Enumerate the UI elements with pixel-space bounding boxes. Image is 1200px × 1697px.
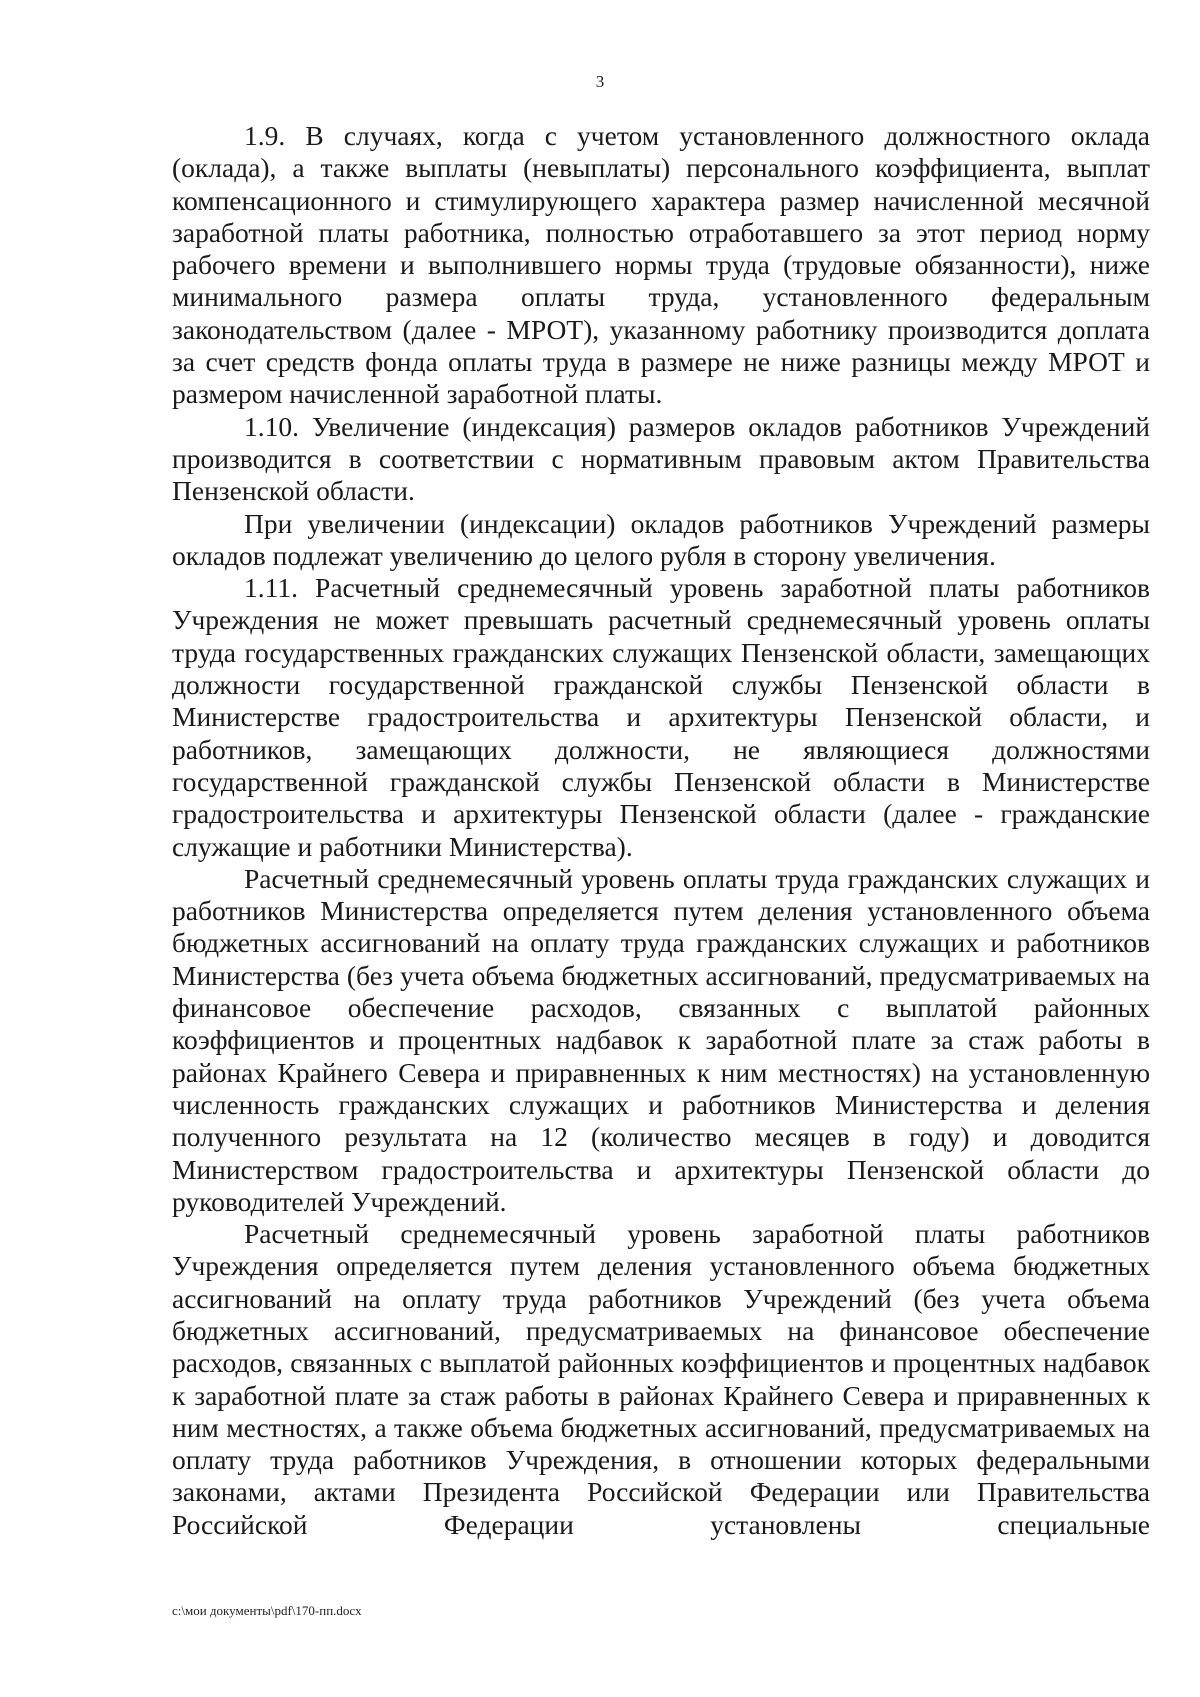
paragraph-1-11: 1.11. Расчетный среднемесячный уровень заработной платы работников Учреждения не может превышать расчетный среднемесячный уровень оплаты труда государственных гражданских служащих Пензенской области, замещающих должности государственной гражданской службы Пензенской области в Министерстве градостроительства и архитектуры Пензенской области, и работников, замещающих должности, не являющиеся должностями государственной гражданской службы Пензенской области в Министерстве градостроительства и архитектуры Пензенской области (далее - гражданские служащие и работники Министерства).	[172, 572, 1150, 862]
paragraph-institution-salary-level: Расчетный среднемесячный уровень заработной платы работников Учреждения определяется путем деления установленного объема бюджетных ассигнований на оплату труда работников Учреждений (без учета объема бюджетных ассигнований, предусматриваемых на финансовое обеспечение расходов, связанных с выплатой районных коэффициентов и процентных надбавок к заработной плате за стаж работы в районах Крайнего Севера и приравненных к ним местностях, а также объема бюджетных ассигнований, предусматриваемых на оплату труда работников Учреждения, в отношении которых федеральными законами, актами Президента Российской Федерации или Правительства Российской Федерации установлены специальные	[172, 1218, 1150, 1540]
paragraph-1-10: 1.10. Увеличение (индексация) размеров окладов работников Учреждений производится в соответствии с нормативным правовым актом Правительства Пензенской области.	[172, 410, 1150, 507]
paragraph-1-9: 1.9. В случаях, когда с учетом установленного должностного оклада (оклада), а также выплаты (невыплаты) персонального коэффициента, выплат компенсационного и стимулирующего характера размер начисленной месячной заработной платы работника, полностью отработавшего за этот период норму рабочего времени и выполнившего нормы труда (трудовые обязанности), ниже минимального размера оплаты труда, установленного федеральным законодательством (далее - МРОТ), указанному работнику производится доплата за счет средств фонда оплаты труда в размере не ниже разницы между МРОТ и размером начисленной заработной платы.	[172, 120, 1150, 410]
document-body	[172, 120, 1150, 1541]
footer-file-path: c:\мои документы\pdf\170-пп.docx	[172, 1603, 362, 1618]
paragraph-indexation: При увеличении (индексации) окладов работников Учреждений размеры окладов подлежат увеличению до целого рубля в сторону увеличения.	[172, 507, 1150, 571]
paragraph-ministry-salary-level: Расчетный среднемесячный уровень оплаты труда гражданских служащих и работников Министерства определяется путем деления установленного объема бюджетных ассигнований на оплату труда гражданских служащих и работников Министерства (без учета объема бюджетных ассигнований, предусматриваемых на финансовое обеспечение расходов, связанных с выплатой районных коэффициентов и процентных надбавок к заработной плате за стаж работы в районах Крайнего Севера и приравненных к ним местностях) на установленную численность гражданских служащих и работников Министерства и деления полученного результата на 12 (количество месяцев в году) и доводится Министерством градостроительства и архитектуры Пензенской области до руководителей Учреждений.	[172, 862, 1150, 1217]
page-number: 3	[595, 72, 605, 91]
